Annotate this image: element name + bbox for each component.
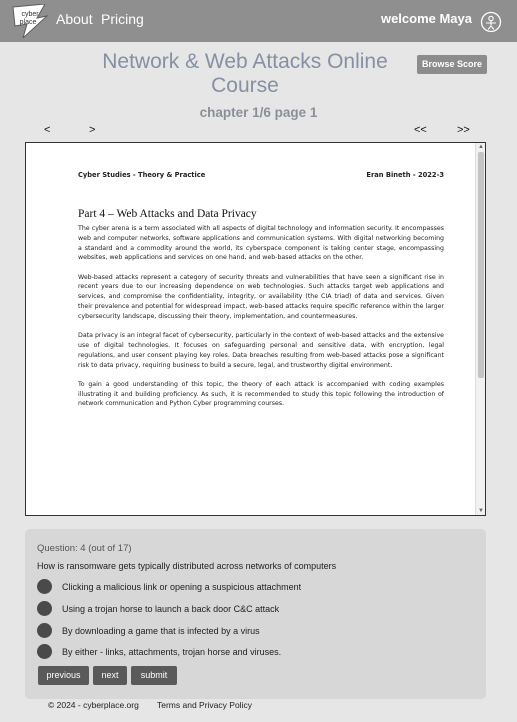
answer-option[interactable]	[37, 579, 467, 595]
course-title: Network & Web Attacks Online Course	[102, 50, 388, 97]
document-paragraph: Data privacy is an integral facet of cybersecurity, particularly in the context of web-based attacks and the extensive use of digital technologies. It focuses on safeguarding personal and sensitive data, with encryption, legal regulations, and user consent playing key roles. Data breaches resulting from web-based attacks pose a significant risk to data privacy, requiring business to build a secure, legal, and trustworthy digital environment.	[78, 332, 444, 369]
answer-label: Using a trojan horse to launch a back door C&C attack	[62, 604, 280, 614]
answer-option[interactable]	[37, 601, 467, 617]
document-scrollbar[interactable]	[475, 143, 485, 515]
nav-pricing-link[interactable]: Pricing	[101, 11, 144, 27]
chapter-indicator: chapter 1/6 page 1	[199, 105, 318, 120]
question-counter: Question: 4 (out of 17)	[37, 543, 132, 554]
document-paragraph: Web-based attacks represent a category of security threats and vulnerabilities that have seen a significant rise in recent years due to our increasing dependence on web technologies. Such attacks target web applications and services, and compromise the confidentiality, integrity, or availability (the CIA triad) of data and services. Given their prevalence and potential for widespread impact, web-based attacks require specific reference within the larger cybersecurity landscape, discussing their theory, implementation, and countermeasures.	[78, 273, 444, 320]
document-paragraph: To gain a good understanding of this topic, the theory of each attack is accompanied with coding examples illustrating it and building proficiency. As such, it is recommended to study this topic following the introduction of network communication and Python Cyber programming courses.	[78, 380, 444, 408]
first-page-button[interactable]: <<	[414, 124, 427, 136]
submit-answer-button[interactable]: submit	[131, 666, 177, 685]
user-icon[interactable]	[480, 11, 502, 33]
answer-option[interactable]	[37, 644, 467, 660]
logo-text-place: place	[19, 19, 37, 26]
welcome-text: welcome Maya	[380, 11, 472, 26]
answer-radio[interactable]	[37, 601, 52, 616]
top-navigation-bar	[0, 0, 517, 42]
answer-label: Clicking a malicious link or opening a suspicious attachment	[62, 582, 302, 592]
document-paragraph: The cyber arena is a term associated with all aspects of digital technology and information security. It encompasses web and computer networks, software applications and communication systems. With digital networking becoming a standard and a commodity around the world, its cyberspace component is taking center stage, encompassing websites, web applications and services on one hand, and web-based attacks on the other.	[78, 225, 444, 262]
answer-label: By downloading a game that is infected by a virus	[62, 626, 260, 636]
question-text: How is ransomware gets typically distributed across networks of computers	[37, 561, 337, 571]
answer-label: By either - links, attachments, trojan horse and viruses.	[62, 647, 282, 657]
answer-radio[interactable]	[37, 644, 52, 659]
nav-about-link[interactable]: About	[56, 11, 93, 27]
answer-option[interactable]	[37, 623, 467, 639]
answer-radio[interactable]	[37, 579, 52, 594]
document-heading: Part 4 – Web Attacks and Data Privacy	[78, 208, 257, 220]
document-header-left: Cyber Studies - Theory & Practice	[78, 171, 206, 179]
scroll-down-icon[interactable]: ▼	[478, 508, 484, 514]
document-viewer[interactable]	[25, 142, 486, 516]
next-page-button[interactable]: >	[89, 124, 96, 136]
terms-privacy-link[interactable]: Terms and Privacy Policy	[157, 700, 252, 710]
document-page	[78, 171, 444, 409]
answer-radio[interactable]	[37, 623, 52, 638]
browse-score-button[interactable]: Browse Score	[417, 55, 487, 74]
next-question-button[interactable]: next	[93, 666, 127, 685]
cyberplace-logo[interactable]	[11, 4, 49, 38]
last-page-button[interactable]: >>	[457, 124, 470, 136]
scrollbar-thumb[interactable]	[478, 152, 484, 378]
document-header	[78, 171, 444, 185]
scroll-up-icon[interactable]: ▲	[478, 144, 484, 150]
previous-page-button[interactable]: <	[44, 124, 51, 136]
footer-copyright: © 2024 - cyberplace.org	[48, 700, 139, 710]
quiz-panel	[25, 529, 486, 699]
previous-question-button[interactable]: previous	[38, 666, 89, 685]
document-header-right: Eran Bineth - 2022-3	[366, 171, 444, 179]
logo-text-cyber: cyber	[21, 11, 39, 18]
